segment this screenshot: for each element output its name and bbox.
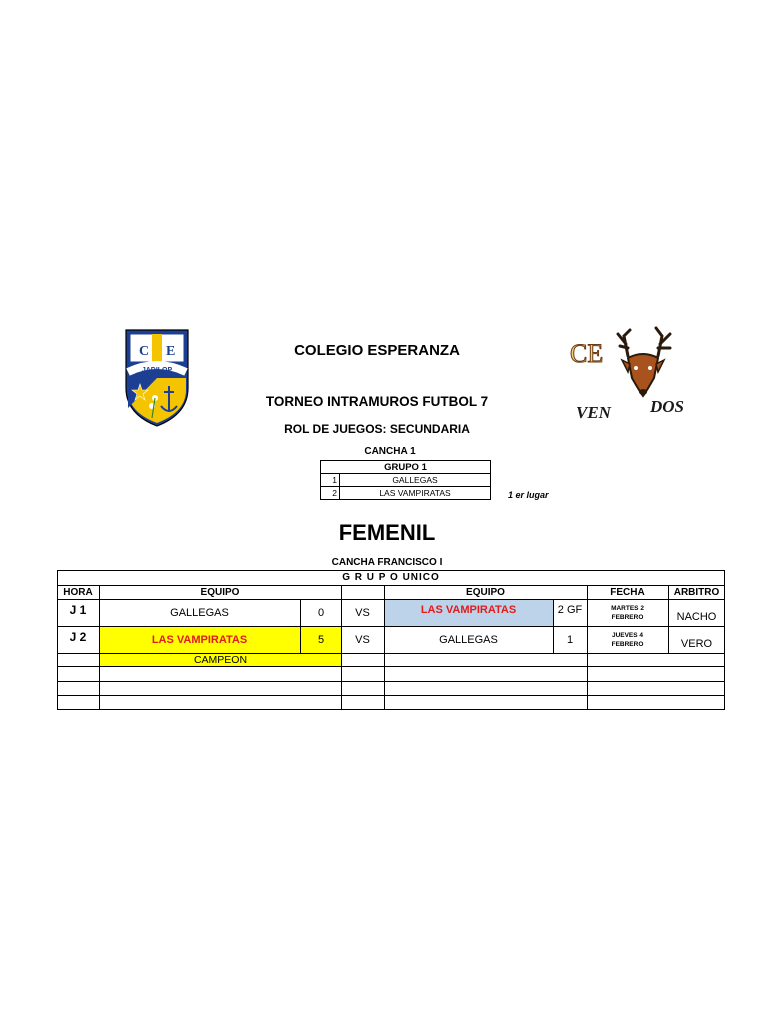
section-court-label: CANCHA FRANCISCO I <box>331 557 443 568</box>
crest-letter-c: C <box>139 344 150 359</box>
deer-logo-letters: CE <box>570 339 604 368</box>
deer-head-icon <box>618 328 670 396</box>
match-vs: VS <box>355 606 370 619</box>
champion-label: CAMPEON <box>193 653 248 666</box>
match-vs: VS <box>355 633 370 646</box>
group-rank: 2 <box>321 487 340 500</box>
header-equipo-2: EQUIPO <box>466 586 505 598</box>
deer-logo-word-right: DOS <box>650 397 685 416</box>
group-court-label: CANCHA 1 <box>364 446 416 457</box>
table-row <box>321 474 491 487</box>
match-team-1: GALLEGAS <box>170 606 229 619</box>
match-fecha-month: FEBRERO <box>611 640 644 648</box>
school-crest-logo <box>122 328 192 428</box>
schedule-table <box>57 570 725 710</box>
match-hora: J 2 <box>69 630 87 644</box>
group-table-header: GRUPO 1 <box>321 461 491 474</box>
schedule-subtitle: ROL DE JUEGOS: SECUNDARIA <box>284 422 470 436</box>
header-fecha: FECHA <box>610 586 645 598</box>
tournament-title: TORNEO INTRAMUROS FUTBOL 7 <box>265 394 489 409</box>
section-title: FEMENIL <box>338 520 436 545</box>
group-rank: 1 <box>321 474 340 487</box>
match-fecha-day: JUEVES 4 <box>611 631 644 639</box>
match-score-1: 5 <box>317 633 325 646</box>
section-group-label: G R U P O UNICO <box>342 572 440 583</box>
match-arbitro: NACHO <box>676 610 717 623</box>
match-score-1: 0 <box>317 606 325 619</box>
deer-logo <box>566 326 692 422</box>
crest-letter-e: E <box>166 344 176 359</box>
header-hora: HORA <box>63 586 93 598</box>
crest-band-text: JADILOP <box>141 367 173 374</box>
match-arbitro: VERO <box>680 637 713 650</box>
group-table <box>320 460 491 500</box>
school-title: COLEGIO ESPERANZA <box>294 342 460 359</box>
header-arbitro: ARBITRO <box>673 586 720 598</box>
match-team-1-winner: LAS VAMPIRATAS <box>151 633 248 646</box>
match-hora: J 1 <box>69 603 87 617</box>
deer-logo-word-left: VEN <box>576 403 611 422</box>
match-fecha-month: FEBRERO <box>611 613 644 621</box>
match-fecha-day: MARTES 2 <box>611 604 644 612</box>
group-team: LAS VAMPIRATAS <box>340 487 491 500</box>
match-team-2: GALLEGAS <box>439 633 498 646</box>
first-place-note: 1 er lugar <box>508 490 549 500</box>
table-row <box>321 487 491 500</box>
match-team-2-winner: LAS VAMPIRATAS <box>420 604 517 616</box>
match-score-2: 2 GF <box>557 604 583 616</box>
match-fecha <box>587 626 668 653</box>
header-equipo-1: EQUIPO <box>200 586 240 598</box>
match-fecha <box>587 599 668 626</box>
match-score-2: 1 <box>566 633 574 646</box>
group-team: GALLEGAS <box>340 474 491 487</box>
